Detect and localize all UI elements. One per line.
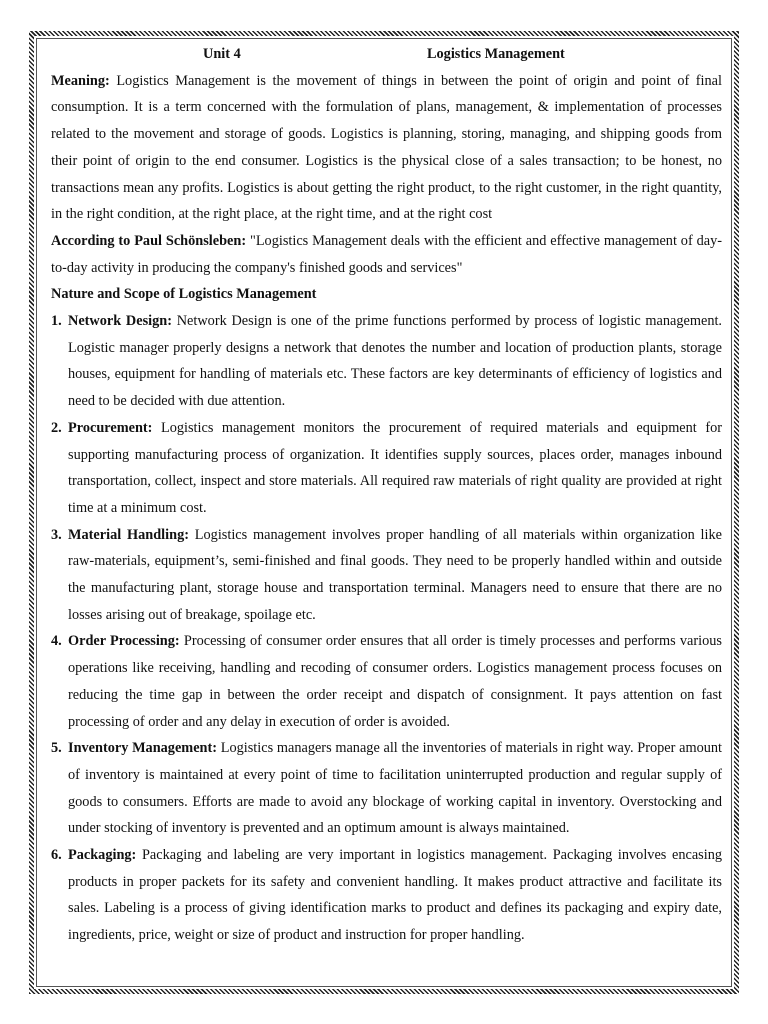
list-item-inventory-management [51,735,722,842]
item-label: Packaging: [68,847,137,864]
item-label: Inventory Management: [68,740,218,757]
definition-text: "Logistics Management deals with the efficient and effective management of day-to-day activity in producing the company's finished goods and services" [51,232,722,276]
document-title: Logistics Management [427,46,565,62]
meaning-text: Logistics Management is the movement of things in between the point of origin and point of final consumption. It is a term concerned with the formulation of plans, management, & implementation of processes related to the movement and storage of goods. Logistics is planning, storing, managing, and shipping goods from their point of origin to the end consumer. Logistics is the physical close of a sales transaction; to be honest, no transactions mean any profits. Logistics is about getting the right product, to the right customer, in the right quantity, in the right condition, at the right place, at the right time, and at the right cost [51,72,722,223]
item-text: Processing of consumer order ensures that all order is timely processes and performs various operations like receiving, handling and recoding of consumer orders. Logistics management process focuses on reducing the time gap in between the order receipt and dispatch of consignment. It pays attention on fast processing of order and any delay in execution of order is avoided. [68,633,722,730]
item-number: 6. [51,847,62,864]
unit-label: Unit 4 [203,46,241,62]
item-number: 2. [51,419,62,436]
item-label: Procurement: [68,419,153,436]
item-text: Network Design is one of the prime functions performed by process of logistic management. Logistic manager properly designs a network that denotes the number and location of production plants, storage houses, equipment for handling of materials etc. These factors are key determinants of efficiency of logistics and need to be decided with due attention. [68,313,723,410]
item-text: Packaging and labeling are very important in logistics management. Packaging involves encasing products in proper packets for its safety and convenient handling. It makes product attractive and facilitate its sales. Labeling is a process of giving identification marks to product and defines its packaging and expiry date, ingredients, price, weight or size of product and instruction for proper handling. [68,847,722,944]
list-item-network-design [51,308,722,415]
meaning-paragraph [51,68,722,228]
item-text: Logistics management involves proper handling of all materials within organization like raw-materials, equipment’s, semi-finished and final goods. They need to be properly handled within and outside the manufacturing plant, storage house and transportation terminal. Managers need to ensure that there are no losses arising out of breakage, spoilage etc. [68,526,722,623]
item-number: 3. [51,526,62,543]
section-heading: Nature and Scope of Logistics Management [51,286,317,303]
meaning-label: Meaning: [51,72,110,89]
item-label: Material Handling: [68,526,189,543]
definition-paragraph [51,228,722,281]
list-item-material-handling [51,522,722,629]
item-text: Logistics management monitors the procurement of required materials and equipment for supporting manufacturing process of organization. It identifies supply sources, places order, manages inbound transportation, collect, inspect and store materials. All required raw materials of right quality are provided at right time at a minimum cost. [68,419,722,516]
item-label: Network Design: [68,313,172,330]
list-item-order-processing [51,628,722,735]
item-number: 1. [51,313,62,330]
list-item-packaging [51,842,722,949]
list-item-procurement [51,415,722,522]
item-label: Order Processing: [68,633,180,650]
item-number: 4. [51,633,62,650]
document-body [51,41,722,949]
definition-label: According to Paul Schönsleben: [51,232,247,249]
item-number: 5. [51,740,62,757]
item-text: Logistics managers manage all the inventories of materials in right way. Proper amount of inventory is maintained at every point of time to facilitation uninterrupted production and regular supply of goods to consumers. Efforts are made to avoid any blockage of working capital in inventory. Overstocking and under stocking of inventory is prevented and an optimum amount is always maintained. [68,740,722,837]
document-header [51,41,722,68]
scope-list [51,308,722,949]
